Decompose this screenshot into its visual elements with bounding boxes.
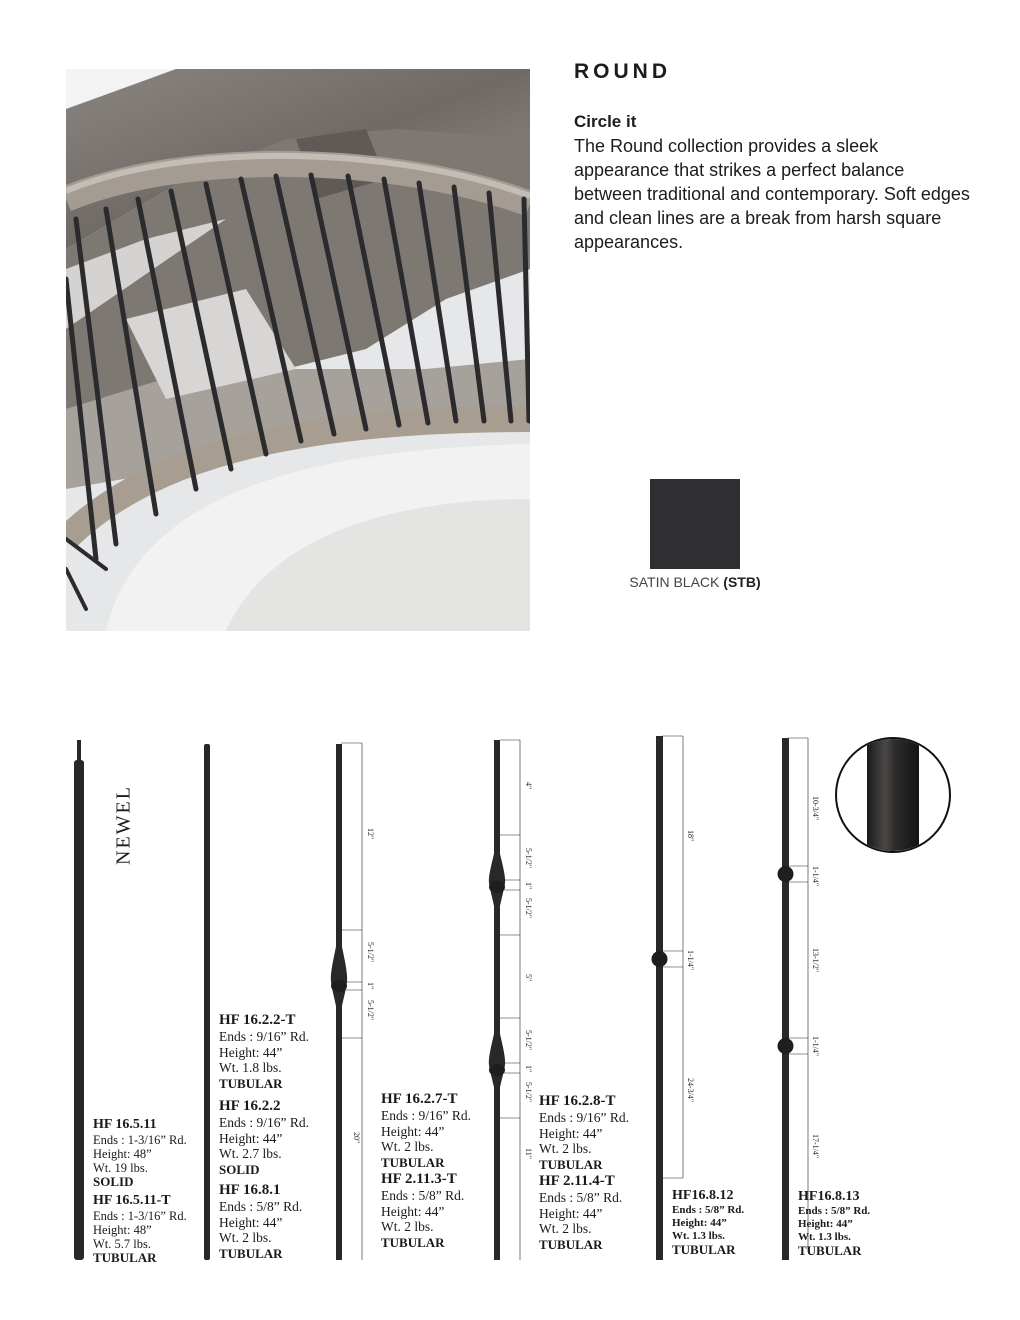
spec-weight: Wt. 2 lbs.	[219, 1230, 272, 1245]
spec-hf-16-2-7-t	[381, 1090, 471, 1170]
spec-weight: Wt. 1.3 lbs.	[798, 1231, 851, 1243]
finish-detail-circle	[835, 737, 951, 853]
spec-hf-16-8-1	[219, 1181, 309, 1261]
spec-weight: Wt. 5.7 lbs.	[93, 1237, 151, 1251]
spec-code: HF 16.2.7-T	[381, 1091, 458, 1107]
dim-b3-4: 20"	[352, 1132, 361, 1144]
spec-group-6	[798, 1188, 870, 1257]
spec-code: HF 16.5.11-T	[93, 1193, 171, 1208]
spec-ends: Ends : 9/16” Rd.	[219, 1029, 309, 1044]
spec-ends: Ends : 5/8” Rd.	[219, 1199, 303, 1214]
spec-code: HF16.8.13	[798, 1189, 860, 1204]
spec-height: Height: 44”	[219, 1130, 283, 1146]
dim-b3-2: 1"	[366, 982, 375, 990]
spec-ends: Ends : 9/16” Rd.	[539, 1110, 629, 1125]
dim-b4-0: 4"	[524, 782, 533, 790]
spec-type: TUBULAR	[798, 1243, 862, 1258]
baluster-double-bulb	[489, 740, 520, 1260]
newel-post	[74, 740, 84, 1260]
spec-type: TUBULAR	[539, 1156, 603, 1172]
spec-type: TUBULAR	[219, 1075, 283, 1091]
spec-type: TUBULAR	[93, 1250, 157, 1265]
spec-ends: Ends : 5/8” Rd.	[381, 1188, 465, 1203]
spec-ends: Ends : 1-3/16” Rd.	[93, 1133, 187, 1147]
spec-type: TUBULAR	[539, 1236, 603, 1252]
dim-b4-2: 1"	[524, 882, 533, 890]
dim-b4-1: 5-1/2"	[524, 848, 533, 869]
spec-type: TUBULAR	[672, 1242, 736, 1257]
dim-b4-4: 5"	[524, 974, 533, 982]
spec-height: Height: 44”	[672, 1217, 727, 1229]
spec-code: HF 2.11.4-T	[539, 1173, 615, 1189]
spec-weight: Wt. 1.8 lbs.	[219, 1060, 282, 1075]
newel-label-text: NEWEL	[112, 785, 135, 865]
spec-hf-2-11-4-t	[539, 1172, 629, 1252]
spec-hf-16-2-2	[219, 1097, 309, 1177]
spec-weight: Wt. 2.7 lbs.	[219, 1146, 282, 1161]
baluster-plain	[204, 744, 210, 1260]
spec-weight: Wt. 19 lbs.	[93, 1161, 148, 1175]
spec-weight: Wt. 2 lbs.	[539, 1141, 592, 1156]
spec-code: HF 16.8.1	[219, 1182, 281, 1198]
dim-b4-5: 5-1/2"	[524, 1030, 533, 1051]
spec-type: SOLID	[93, 1174, 134, 1189]
baluster-single-bulb	[331, 743, 362, 1260]
spec-group-3	[381, 1090, 471, 1250]
spec-type: TUBULAR	[381, 1234, 445, 1250]
spec-hf-16-2-8-t	[539, 1092, 629, 1172]
spec-hf-16-5-11-t	[93, 1193, 187, 1265]
finish-code: (STB)	[723, 574, 761, 590]
dim-b3-0: 12"	[366, 828, 375, 840]
spec-height: Height: 44”	[381, 1203, 445, 1219]
spec-hf16-8-12	[672, 1187, 744, 1256]
dim-b6-1: 1-1/4"	[811, 866, 820, 887]
finish-name: SATIN BLACK	[629, 574, 720, 590]
spec-height: Height: 44”	[539, 1125, 603, 1141]
section-subhead: Circle it	[574, 112, 637, 131]
dim-b5-2: 24-3/4"	[686, 1078, 695, 1103]
spec-height: Height: 48”	[93, 1223, 152, 1237]
dim-b6-2: 13-1/2"	[811, 948, 820, 973]
spec-ends: Ends : 9/16” Rd.	[381, 1108, 471, 1123]
dim-b5-1: 1-1/4"	[686, 950, 695, 971]
dim-b6-0: 10-3/4"	[811, 796, 820, 821]
spec-weight: Wt. 2 lbs.	[539, 1221, 592, 1236]
spec-ends: Ends : 5/8” Rd.	[798, 1205, 871, 1217]
spec-code: HF 16.5.11	[93, 1117, 157, 1132]
spec-ends: Ends : 5/8” Rd.	[672, 1204, 745, 1216]
spec-code: HF 16.2.2-T	[219, 1012, 296, 1028]
finish-label	[590, 574, 800, 590]
spec-type: TUBULAR	[381, 1154, 445, 1170]
dim-b4-6: 1"	[524, 1065, 533, 1073]
dim-b5-0: 18"	[686, 830, 695, 842]
dim-b3-3: 5-1/2"	[366, 1000, 375, 1021]
spec-group-4	[539, 1092, 629, 1252]
page-title: ROUND	[574, 60, 671, 83]
spec-code: HF 16.2.2	[219, 1098, 281, 1114]
spec-group-5	[672, 1187, 744, 1256]
spec-height: Height: 44”	[219, 1214, 283, 1230]
spec-weight: Wt. 1.3 lbs.	[672, 1230, 725, 1242]
spec-code: HF16.8.12	[672, 1188, 734, 1203]
spec-height: Height: 44”	[539, 1205, 603, 1221]
spec-height: Height: 44”	[219, 1044, 283, 1060]
spec-ends: Ends : 5/8” Rd.	[539, 1190, 623, 1205]
spec-type: SOLID	[219, 1161, 260, 1177]
baluster-double-ball	[778, 738, 809, 1260]
dim-b6-3: 1-1/4"	[811, 1036, 820, 1057]
dim-b4-7: 5-1/2"	[524, 1082, 533, 1103]
staircase-photo	[66, 69, 530, 631]
spec-hf-2-11-3-t	[381, 1170, 471, 1250]
spec-height: Height: 44”	[798, 1218, 853, 1230]
spec-height: Height: 44”	[381, 1123, 445, 1139]
baluster-single-ball	[652, 736, 684, 1260]
spec-type: TUBULAR	[219, 1245, 283, 1261]
dim-b6-4: 17-1/4"	[811, 1134, 820, 1159]
dim-b3-1: 5-1/2"	[366, 942, 375, 963]
spec-code: HF 2.11.3-T	[381, 1171, 457, 1187]
spec-ends: Ends : 9/16” Rd.	[219, 1115, 309, 1130]
spec-code: HF 16.2.8-T	[539, 1093, 616, 1109]
spec-weight: Wt. 2 lbs.	[381, 1219, 434, 1234]
dim-b4-8: 11"	[524, 1148, 533, 1159]
spec-hf-16-5-11	[93, 1117, 187, 1189]
spec-hf-16-2-2-t	[219, 1011, 309, 1091]
finish-swatch	[650, 479, 740, 569]
spec-group-2	[219, 1011, 309, 1261]
dim-b4-3: 5-1/2"	[524, 898, 533, 919]
spec-hf16-8-13	[798, 1188, 870, 1257]
spec-weight: Wt. 2 lbs.	[381, 1139, 434, 1154]
spec-height: Height: 48”	[93, 1147, 152, 1161]
collection-description: The Round collection provides a sleek appearance that strikes a perfect balance between traditional and contemporary. Soft edges and clean lines are a break from harsh square appearances.	[574, 136, 970, 252]
spec-group-1	[93, 1117, 187, 1265]
spec-ends: Ends : 1-3/16” Rd.	[93, 1209, 187, 1223]
